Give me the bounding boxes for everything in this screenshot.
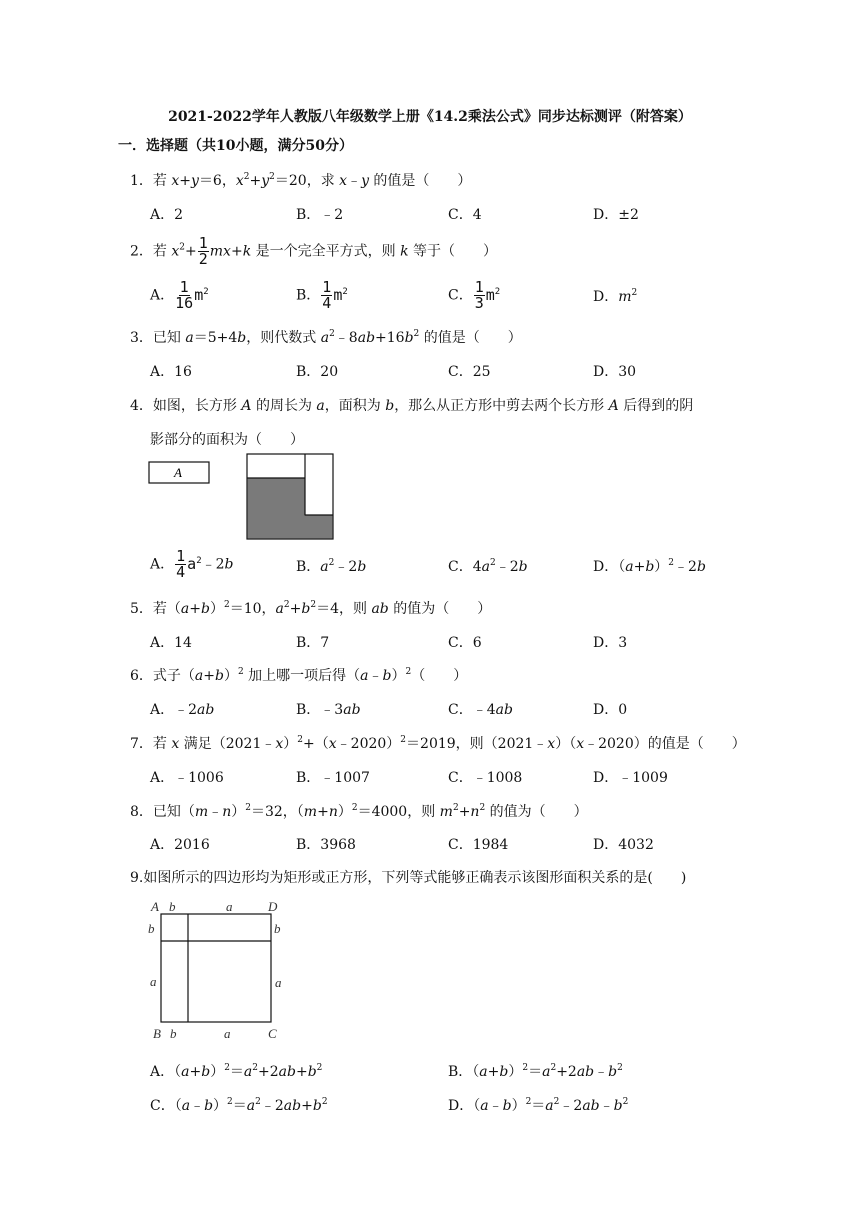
q2-option-c: C． $\frac{1}{3}$ $m^2$: [448, 278, 501, 312]
label-B: B: [153, 1026, 161, 1041]
label-right-a: a: [275, 975, 282, 990]
shaded-region: [247, 478, 333, 539]
outer-square: [161, 914, 271, 1022]
question-5: 5．若$(a+b)^2=10$，$a^2+b^2=4$，则 ab 的值为（ ）: [130, 600, 492, 617]
q3-option-b: B．20: [296, 364, 339, 380]
q4-option-b: B．$a^2﹣2b$: [296, 558, 367, 575]
q8-option-d: D．4032: [593, 837, 654, 853]
q9-option-b: B．$(a+b)^2=a^2+2ab﹣b^2$: [448, 1063, 623, 1080]
label-left-b: b: [148, 921, 155, 936]
q4-figure: [146, 450, 341, 545]
section-heading: 一．选择题（共10小题，满分50分）: [118, 138, 353, 154]
q2-option-b: B． $\frac{1}{4}$ $m^2$: [296, 278, 348, 312]
q7-option-b: B．﹣1007: [296, 770, 370, 786]
q1-option-a: A．2: [150, 207, 184, 223]
q6-option-d: D．0: [593, 702, 628, 718]
question-3: 3．已知 a＝5+4b，则代数式 $a^2﹣8ab+16b^2$ 的值是（ ）: [130, 329, 522, 346]
page-title: 2021-2022学年人教版八年级数学上册《14.2乘法公式》同步达标测评（附答案）: [168, 109, 692, 125]
label-A: A: [151, 899, 159, 914]
question-9: 9.如图所示的四边形均为矩形或正方形，下列等式能够正确表示该图形面积关系的是( ): [130, 870, 687, 886]
q4-option-c: C．$4a^2﹣2b$: [448, 558, 528, 575]
question-4: 4．如图，长方形 A 的周长为 a，面积为 b，那么从正方形中剪去两个长方形 A 后得到的阴: [130, 398, 694, 414]
question-8: 8．已知（m﹣n）$^2$＝32，$(m+n)^2=4000$，则 $m^2+n^2$ 的值为（ ）: [130, 803, 588, 820]
q7-option-d: D．﹣1009: [593, 770, 668, 786]
q5-option-a: A．14: [150, 635, 192, 651]
q7-option-a: A．﹣1006: [150, 770, 224, 786]
q3-option-c: C．25: [448, 364, 491, 380]
label-left-a: a: [150, 974, 157, 989]
q9-option-d: D．$(a﹣b)^2=a^2﹣2ab﹣b^2$: [448, 1097, 629, 1114]
rectangle-a-label: A: [174, 465, 182, 480]
label-right-b: b: [274, 921, 281, 936]
label-top-b: b: [169, 899, 176, 914]
question-1: 1．若 x+y＝6，$x^2+y^2=20$，求 x﹣y 的值是（ ）: [130, 172, 472, 189]
q9-option-a: A．$(a+b)^2=a^2+2ab+b^2$: [150, 1063, 323, 1080]
label-C: C: [268, 1026, 277, 1041]
q7-option-c: C．﹣1008: [448, 770, 523, 786]
q8-option-a: A．2016: [150, 837, 210, 853]
label-bottom-b: b: [170, 1026, 177, 1041]
q8-option-b: B．3968: [296, 837, 356, 853]
label-bottom-a: a: [224, 1026, 231, 1041]
q9-figure: [144, 896, 294, 1041]
q1-option-b: B．﹣2: [296, 207, 344, 223]
question-6: 6．式子$(a+b)^2$ 加上哪一项后得（a﹣b）$^2$（ ）: [130, 667, 468, 684]
q5-option-b: B．7: [296, 635, 330, 651]
question-2: 2．若 $x^2+$ $\frac{1}{2}$ mx+k 是一个完全平方式，则 k 等于（ ）: [130, 234, 498, 268]
q2-option-a: A． $\frac{1}{16}$ $m^2$: [150, 278, 209, 312]
question-7: 7．若 x 满足（2021﹣x）$^2$+（x﹣2020）$^2$＝2019，则（2021﹣x）（x﹣2020）的值是（ ）: [130, 735, 746, 752]
q3-option-d: D．30: [593, 364, 637, 380]
q2-option-d: D．$m^2$: [593, 288, 638, 305]
q5-option-c: C．6: [448, 635, 482, 651]
q1-option-c: C．4: [448, 207, 482, 223]
label-top-a: a: [226, 899, 233, 914]
q1-option-d: D．±2: [593, 207, 639, 223]
q4-option-a: A． $\frac{1}{4}$ $a^2﹣2b$: [150, 547, 234, 581]
q6-option-b: B．﹣3ab: [296, 702, 361, 718]
question-4-line2: 影部分的面积为（ ）: [150, 432, 304, 448]
q6-option-c: C．﹣4ab: [448, 702, 513, 718]
q9-option-c: C．$(a﹣b)^2=a^2﹣2ab+b^2$: [150, 1097, 328, 1114]
label-D: D: [268, 899, 278, 914]
q3-option-a: A．16: [150, 364, 192, 380]
q6-option-a: A．﹣2ab: [150, 702, 215, 718]
q5-option-d: D．3: [593, 635, 628, 651]
q8-option-c: C．1984: [448, 837, 509, 853]
q4-option-d: D．$(a+b)^2﹣2b$: [593, 558, 706, 575]
